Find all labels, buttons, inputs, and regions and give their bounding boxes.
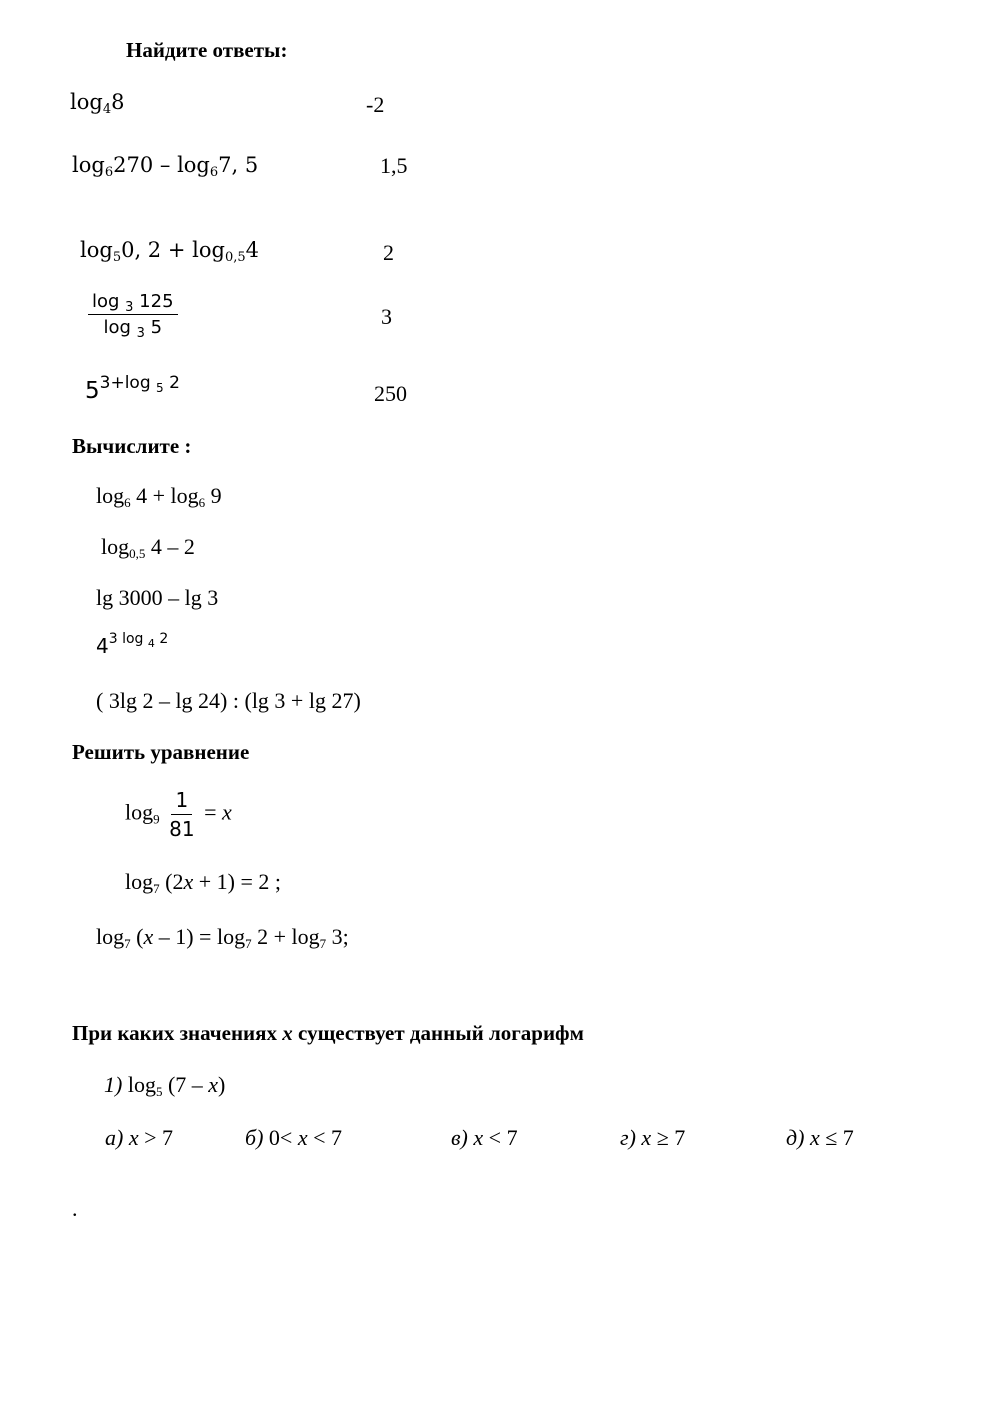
option-a[interactable] — [105, 1125, 173, 1151]
option-letter: б) — [245, 1125, 264, 1150]
den-log: log — [103, 317, 137, 338]
log-base: 7 — [124, 936, 131, 951]
num-base: 3 — [125, 300, 134, 315]
variable-x: x — [143, 924, 154, 949]
log-base: 7 — [245, 936, 252, 951]
option-text: < 7 — [483, 1125, 518, 1150]
log-base: 6 — [209, 165, 219, 180]
log-text: log — [96, 483, 125, 508]
log-text: log — [70, 90, 103, 114]
question-number: 1) — [104, 1072, 123, 1097]
expr-text: (7 – — [162, 1072, 209, 1097]
log-text: log — [125, 799, 154, 825]
log-arg: 0, 2 — [121, 238, 162, 262]
expr-text: 9 — [205, 483, 222, 508]
variable-x: x — [128, 1125, 139, 1150]
variable-x: x — [297, 1125, 308, 1150]
log-text: log — [96, 924, 125, 949]
title-part: При каких значениях — [72, 1021, 283, 1045]
fraction-denominator: 81 — [169, 817, 195, 841]
den-arg: 5 — [144, 317, 163, 338]
exponent-text: 3+log — [99, 373, 157, 393]
expr-log6-diff — [72, 153, 259, 180]
exponent-arg: 2 — [163, 373, 180, 393]
variable-x: x — [809, 1125, 820, 1150]
section2-title: Вычислите : — [72, 434, 192, 458]
num-arg: 125 — [133, 291, 174, 312]
calc-item-1 — [96, 483, 222, 509]
fraction-denominator — [99, 315, 166, 341]
log-arg: 7, 5 — [218, 153, 259, 177]
equation-2 — [125, 869, 281, 895]
operator: – — [159, 153, 171, 177]
equation-3 — [96, 924, 349, 950]
expr-text: 2 + log — [251, 924, 320, 949]
fraction — [88, 291, 178, 341]
option-text: < 7 — [307, 1125, 342, 1150]
log-base: 6 — [198, 495, 206, 510]
option-g[interactable] — [620, 1125, 685, 1151]
option-letter: а) — [105, 1125, 124, 1150]
num-log: log — [92, 291, 126, 312]
option-text: > 7 — [138, 1125, 174, 1150]
expr-log5-sum — [80, 238, 260, 265]
expr-text: (2 — [159, 869, 184, 894]
log-text: log — [101, 534, 130, 559]
variable-x: x — [183, 869, 194, 894]
option-letter: д) — [786, 1125, 805, 1150]
footer-dot: . — [72, 1196, 78, 1221]
question-1 — [104, 1072, 225, 1098]
calc-item-3: lg 3000 – lg 3 — [96, 585, 219, 610]
log-base: 0,5 — [129, 546, 146, 561]
option-b[interactable] — [245, 1125, 342, 1151]
expr-text: + 1) = 2 ; — [193, 869, 281, 894]
answer-3: 2 — [383, 240, 394, 265]
variable-x: x — [282, 1021, 293, 1045]
expr-log-fraction — [88, 291, 178, 341]
exponent-arg: 2 — [154, 631, 169, 647]
fraction-numerator: 1 — [171, 788, 192, 815]
expr-text: 4 – 2 — [145, 534, 195, 559]
log-text: log — [72, 153, 105, 177]
log-base: 6 — [124, 495, 131, 510]
log-base: 5 — [155, 1084, 163, 1099]
expr-text: ( — [130, 924, 144, 949]
exponent-log-base: 5 — [156, 381, 164, 395]
log-arg: 4 — [245, 238, 260, 262]
log-base: 9 — [153, 811, 160, 827]
option-letter: в) — [451, 1125, 468, 1150]
fraction — [165, 788, 198, 841]
calc-item-5: ( 3lg 2 – lg 24) : (lg 3 + lg 27) — [96, 688, 361, 713]
log-base: 7 — [153, 881, 160, 896]
option-letter: г) — [620, 1125, 636, 1150]
title-part: существует данный логарифм — [292, 1021, 584, 1045]
answer-2: 1,5 — [380, 153, 408, 178]
expr-text: 3; — [326, 924, 349, 949]
exponent-text: 3 log — [108, 631, 148, 647]
answer-4: 3 — [381, 304, 392, 329]
calc-item-4 — [96, 631, 169, 658]
log-arg: 270 — [113, 153, 154, 177]
option-text: 0< — [263, 1125, 298, 1150]
answer-5: 250 — [374, 381, 407, 406]
log-base: 0,5 — [224, 250, 246, 265]
log-base: 5 — [112, 250, 122, 265]
exponent-log-base: 4 — [147, 637, 155, 650]
log-text: log — [125, 869, 154, 894]
log-text: log — [192, 238, 225, 262]
answer-1: -2 — [366, 92, 385, 117]
log-arg: 8 — [111, 90, 125, 114]
expr-text: – 1) = log — [153, 924, 246, 949]
expr-text: 4 + log — [130, 483, 199, 508]
log-text: log — [122, 1072, 156, 1097]
fraction-numerator — [88, 291, 178, 315]
option-v[interactable] — [451, 1125, 518, 1151]
power-base: 5 — [85, 378, 100, 404]
section1-title: Найдите ответы: — [126, 38, 288, 62]
operator: + — [167, 238, 186, 262]
equation-1 — [125, 788, 232, 841]
variable-x: x — [208, 1072, 219, 1097]
calc-item-2 — [101, 534, 195, 560]
variable-x: x — [222, 799, 232, 825]
variable-x: x — [641, 1125, 652, 1150]
expr-power-5 — [85, 373, 180, 404]
expr-text: ) — [218, 1072, 226, 1097]
power-base: 4 — [96, 634, 109, 658]
log-base: 6 — [104, 165, 114, 180]
option-text: ≥ 7 — [651, 1125, 686, 1150]
log-text: log — [80, 238, 113, 262]
expr-log4-8 — [70, 90, 125, 117]
equals-sign: = — [198, 799, 222, 825]
variable-x: x — [473, 1125, 484, 1150]
section4-title — [72, 1021, 584, 1046]
section3-title: Решить уравнение — [72, 740, 250, 764]
log-base: 4 — [102, 102, 112, 117]
log-base: 7 — [319, 936, 327, 951]
option-d[interactable] — [786, 1125, 854, 1151]
den-base: 3 — [136, 326, 145, 341]
option-text: ≤ 7 — [819, 1125, 854, 1150]
log-text: log — [177, 153, 210, 177]
